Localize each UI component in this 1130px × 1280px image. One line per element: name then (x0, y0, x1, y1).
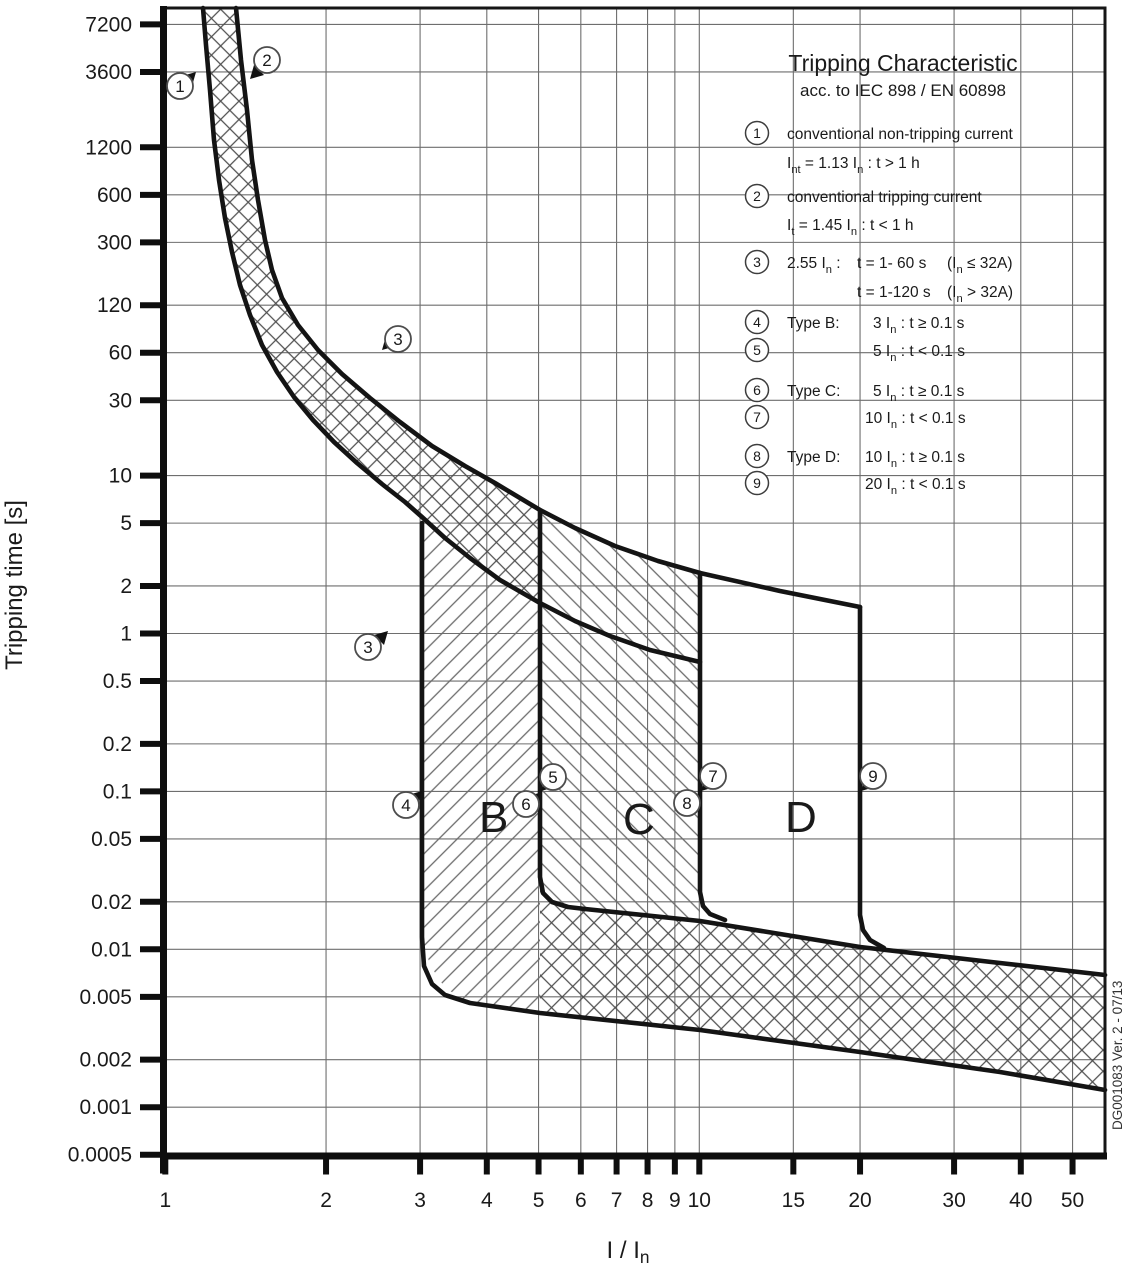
legend-text-1: conventional non-tripping current (787, 126, 1013, 143)
region-c-hatch (540, 510, 700, 919)
legend-text-3: t = 1- 60 s (857, 255, 927, 272)
legend-number-5: 5 (753, 342, 761, 358)
document-stamp: DG001083 Ver. 2 - 07/13 (1110, 980, 1125, 1130)
legend-text-4: 3 $I_n$ : t ≥ 0.1 s (873, 315, 965, 336)
y-tick-label-1200: 1200 (85, 136, 132, 160)
legend-number-3: 3 (753, 254, 761, 270)
y-tick-label-30: 30 (108, 389, 132, 413)
legend-text-4: Type B: (787, 315, 840, 332)
legend-text-3: $(I_n > 32A)$ (947, 284, 1014, 305)
legend-text-2: $I_t = 1.45$ $I_n$ : t < 1 h (787, 217, 914, 238)
y-tick-label-7200: 7200 (85, 13, 132, 37)
y-tick-label-2: 2 (120, 574, 132, 598)
chart-title: Tripping Characteristic (788, 50, 1018, 76)
region-label-c: C (623, 795, 655, 844)
y-tick-label-0.1: 0.1 (102, 780, 132, 804)
annotation-number-3: 3 (363, 638, 373, 657)
x-tick-label-4: 4 (480, 1189, 493, 1212)
legend-number-7: 7 (753, 409, 761, 425)
y-tick-label-600: 600 (96, 183, 132, 207)
legend-text-8: Type D: (787, 449, 841, 466)
y-tick-label-300: 300 (96, 231, 132, 255)
x-tick-label-2: 2 (320, 1189, 332, 1212)
y-tick-label-0.002: 0.002 (79, 1048, 132, 1072)
region-label-d: D (785, 793, 817, 842)
y-tick-label-0.0005: 0.0005 (67, 1143, 132, 1167)
annotation-number-7: 7 (708, 767, 718, 786)
x-tick-label-3: 3 (414, 1189, 426, 1212)
chart-subtitle: acc. to IEC 898 / EN 60898 (799, 81, 1007, 100)
annotation-number-9: 9 (868, 767, 878, 786)
legend-text-7: 10 $I_n$ : t < 0.1 s (865, 410, 966, 431)
y-tick-label-0.001: 0.001 (79, 1096, 132, 1120)
limit-10In (700, 573, 725, 920)
y-tick-label-60: 60 (108, 341, 132, 365)
x-tick-label-1: 1 (159, 1189, 172, 1212)
legend-number-6: 6 (753, 382, 761, 398)
legend-text-6: 5 $I_n$ : t ≥ 0.1 s (873, 383, 965, 404)
x-tick-label-8: 8 (641, 1189, 654, 1212)
annotation-number-1: 1 (175, 77, 185, 96)
region-b-hatch (422, 523, 540, 1013)
legend-text-5: 5 $I_n$ : t < 0.1 s (873, 343, 965, 364)
x-tick-label-7: 7 (610, 1189, 623, 1212)
annotation-number-3: 3 (393, 330, 403, 349)
y-tick-label-0.2: 0.2 (102, 732, 132, 756)
y-tick-label-1: 1 (120, 622, 132, 646)
annotation-number-8: 8 (682, 794, 692, 813)
y-tick-label-5: 5 (120, 512, 132, 536)
y-axis-title: Tripping time [s] (1, 500, 28, 670)
legend-text-3: $(I_n \le 32A)$ (947, 255, 1013, 276)
type-d-upper-limit (700, 573, 860, 607)
annotation-number-2: 2 (262, 51, 272, 70)
x-tick-label-20: 20 (848, 1189, 872, 1212)
region-label-b: B (479, 793, 509, 842)
legend-text-3: t = 1-120 s (857, 284, 931, 301)
legend-text-8: 10 $I_n$ : t ≥ 0.1 s (865, 449, 966, 470)
legend-text-9: 20 $I_n$ : t < 0.1 s (865, 476, 966, 497)
x-tick-label-30: 30 (942, 1189, 966, 1212)
annotation-number-6: 6 (521, 795, 531, 814)
legend-number-8: 8 (753, 448, 761, 464)
legend-number-2: 2 (753, 188, 761, 204)
x-tick-label-40: 40 (1009, 1189, 1033, 1212)
y-tick-label-0.005: 0.005 (79, 985, 132, 1009)
annotation-number-5: 5 (548, 768, 558, 787)
legend-text-1: $I_{nt} = 1.13$ $I_n$ : t > 1 h (787, 155, 920, 176)
y-tick-label-120: 120 (96, 294, 132, 318)
hatched-regions (203, 8, 1105, 1090)
x-tick-label-6: 6 (574, 1189, 587, 1212)
legend (746, 122, 1014, 498)
legend-number-1: 1 (753, 125, 761, 141)
x-axis-title: I / $I_n$ (606, 1237, 650, 1267)
y-tick-label-0.01: 0.01 (91, 938, 132, 962)
y-tick-label-0.5: 0.5 (102, 670, 132, 694)
y-tick-label-0.05: 0.05 (91, 827, 132, 851)
x-tick-label-10: 10 (687, 1189, 711, 1212)
y-tick-label-10: 10 (108, 464, 132, 488)
y-tick-label-3600: 3600 (85, 60, 132, 84)
x-tick-label-50: 50 (1060, 1189, 1085, 1212)
legend-text-6: Type C: (787, 383, 841, 400)
annotation-number-4: 4 (401, 796, 411, 815)
legend-number-4: 4 (753, 314, 761, 330)
x-tick-label-9: 9 (669, 1189, 681, 1212)
x-tick-label-5: 5 (532, 1189, 545, 1212)
legend-text-2: conventional tripping current (787, 189, 982, 206)
legend-text-3: 2.55 $I_n$ : (787, 255, 841, 276)
y-tick-label-0.02: 0.02 (91, 890, 132, 914)
x-tick-label-15: 15 (781, 1189, 806, 1212)
legend-number-9: 9 (753, 475, 761, 491)
